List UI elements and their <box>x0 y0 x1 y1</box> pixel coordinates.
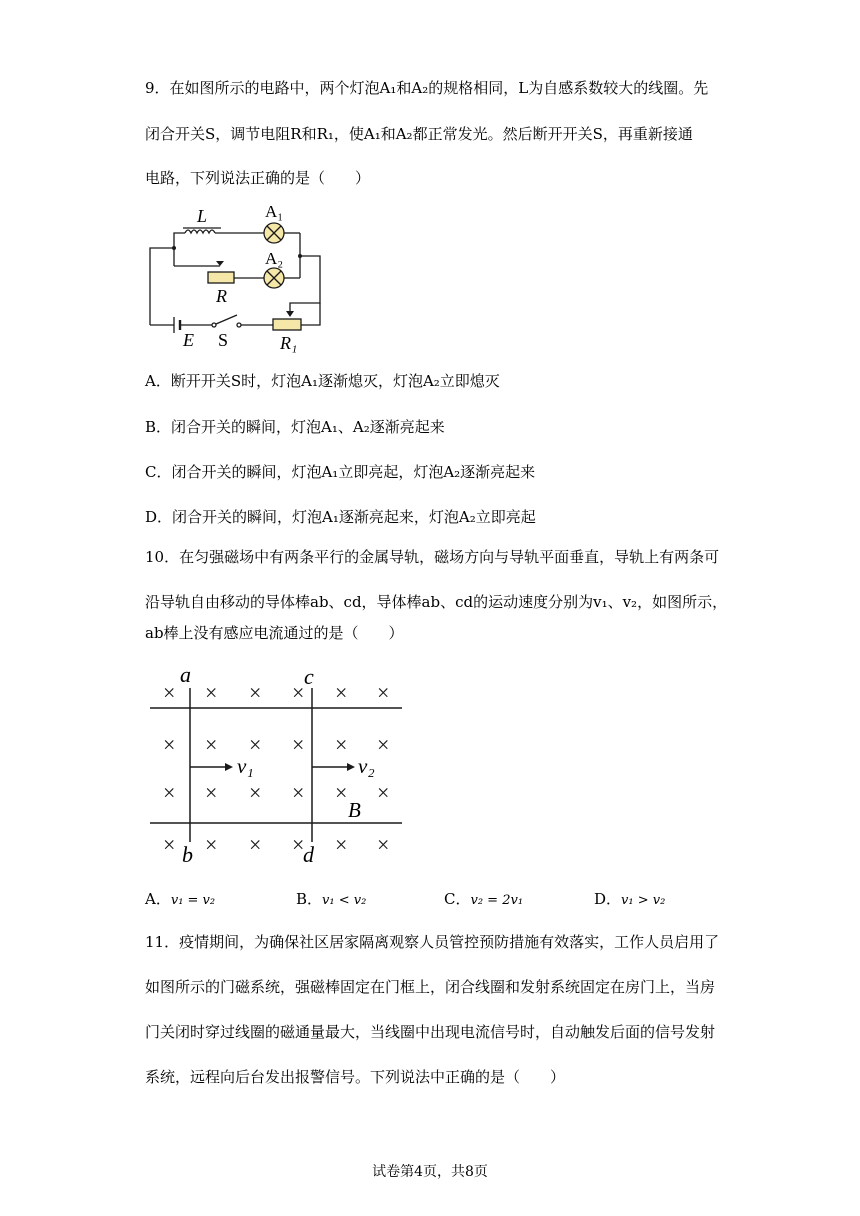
field-cross-icon: × <box>205 832 218 857</box>
label-A1: A₁ <box>265 202 284 221</box>
label-R: R <box>216 286 227 306</box>
q10-option-c-prefix: C． <box>444 890 471 908</box>
q10-option-d-prefix: D． <box>594 890 622 908</box>
q9-text-line3: 电路，下列说法正确的是（ ） <box>145 169 371 187</box>
q10-text-line2: 沿导轨自由移动的导体棒ab、cd，导体棒ab、cd的运动速度分别为v₁、v₂，如图所示， <box>145 593 728 611</box>
label-B: B <box>348 798 361 822</box>
label-S: S <box>218 330 229 350</box>
q10-option-d-math: v₁ > v₂ <box>621 893 666 908</box>
field-cross-icon: × <box>292 832 305 857</box>
q10-option-c-math: v₂ = 2v₁ <box>470 893 524 908</box>
page-footer: 试卷第4页，共8页 <box>372 1164 488 1180</box>
field-cross-icon: × <box>205 732 218 757</box>
label-R1: R₁ <box>280 333 298 353</box>
q9-circuit-diagram <box>140 200 340 355</box>
label-A2: A₂ <box>265 249 284 268</box>
label-d: d <box>303 842 314 867</box>
field-cross-icon: × <box>163 780 176 805</box>
label-v2: v₂ <box>358 754 375 778</box>
q10-option-a-prefix: A． <box>145 890 171 908</box>
field-cross-icon: × <box>249 780 262 805</box>
field-cross-icon: × <box>335 832 348 857</box>
label-a: a <box>180 662 191 687</box>
q11-text-line3: 门关闭时穿过线圈的磁通量最大，当线圈中出现电流信号时，自动触发后面的信号发射 <box>145 1023 716 1041</box>
field-cross-icon: × <box>377 732 390 757</box>
q9-option-d[interactable]: D．闭合开关的瞬间，灯泡A₁逐渐亮起来，灯泡A₂立即亮起 <box>145 508 536 526</box>
q9-option-b[interactable]: B．闭合开关的瞬间，灯泡A₁、A₂逐渐亮起来 <box>145 418 445 436</box>
q9-text-line2: 闭合开关S，调节电阻R和R₁，使A₁和A₂都正常发光。然后断开开关S，再重新接通 <box>145 125 693 143</box>
field-cross-icon: × <box>163 732 176 757</box>
q10-text-line1: 10．在匀强磁场中有两条平行的金属导轨，磁场方向与导轨平面垂直，导轨上有两条可 <box>145 548 720 566</box>
q10-option-c[interactable] <box>444 889 523 911</box>
q11-text-line1: 11．疫情期间，为确保社区居家隔离观察人员管控预防措施有效落实，工作人员启用了 <box>145 933 720 951</box>
field-cross-icon: × <box>249 680 262 705</box>
field-cross-icon: × <box>377 780 390 805</box>
q10-option-b[interactable] <box>296 889 366 911</box>
label-L: L <box>197 206 208 226</box>
field-cross-icon: × <box>249 732 262 757</box>
q11-text-line4: 系统，远程向后台发出报警信号。下列说法中正确的是（ ） <box>145 1068 566 1086</box>
q10-rails-diagram <box>145 660 410 870</box>
field-cross-icon: × <box>292 680 305 705</box>
label-b: b <box>182 842 193 867</box>
q10-option-a[interactable] <box>145 889 215 911</box>
field-cross-icon: × <box>335 732 348 757</box>
field-cross-icon: × <box>292 780 305 805</box>
q9-option-a[interactable]: A．断开开关S时，灯泡A₁逐渐熄灭，灯泡A₂立即熄灭 <box>145 372 500 390</box>
q10-text-line3: ab棒上没有感应电流通过的是（ ） <box>145 624 404 642</box>
q9-option-c[interactable]: C．闭合开关的瞬间，灯泡A₁立即亮起，灯泡A₂逐渐亮起来 <box>145 463 536 481</box>
label-v1: v₁ <box>237 754 254 778</box>
q11-text-line2: 如图所示的门磁系统，强磁棒固定在门框上，闭合线圈和发射系统固定在房门上，当房 <box>145 978 716 996</box>
q10-option-b-prefix: B． <box>296 890 323 908</box>
label-c: c <box>304 664 314 689</box>
field-cross-icon: × <box>377 832 390 857</box>
field-cross-icon: × <box>205 680 218 705</box>
q10-option-b-math: v₁ < v₂ <box>322 893 367 908</box>
field-cross-icon: × <box>377 680 390 705</box>
field-cross-icon: × <box>335 780 348 805</box>
field-cross-icon: × <box>163 680 176 705</box>
field-cross-icon: × <box>335 680 348 705</box>
field-cross-icon: × <box>292 732 305 757</box>
label-E: E <box>183 330 194 350</box>
q10-option-a-math: v₁ = v₂ <box>170 893 216 908</box>
q10-option-d[interactable] <box>594 889 665 911</box>
field-cross-icon: × <box>205 780 218 805</box>
field-cross-icon: × <box>163 832 176 857</box>
field-cross-icon: × <box>249 832 262 857</box>
q9-text-line1: 9．在如图所示的电路中，两个灯泡A₁和A₂的规格相同，L为自感系数较大的线圈。先 <box>145 79 709 97</box>
